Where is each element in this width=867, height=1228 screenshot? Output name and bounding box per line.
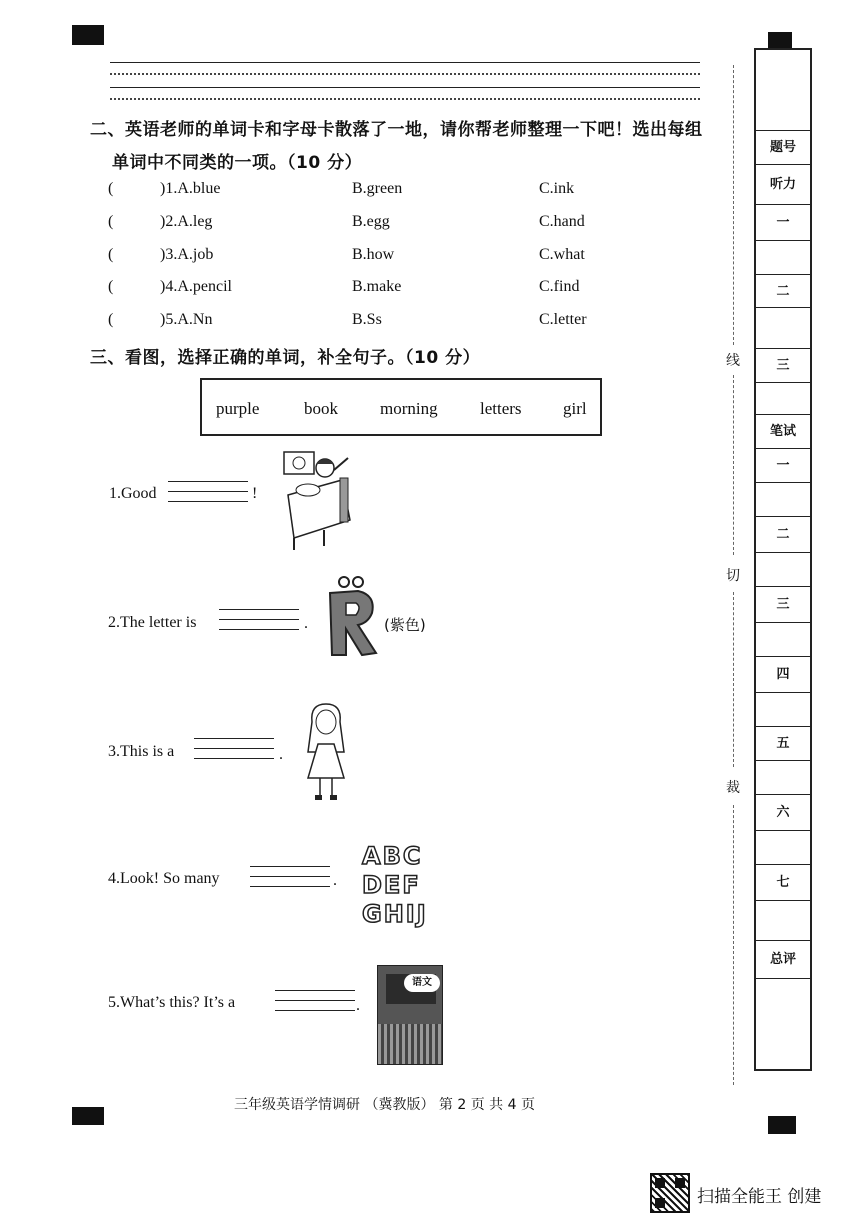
answer-paren[interactable]: ( <box>108 213 114 230</box>
option-a: )2.A.leg <box>160 213 213 230</box>
score-cell-blank[interactable] <box>756 482 810 516</box>
score-row-label: 笔试 <box>756 414 810 448</box>
score-row-label: 二 <box>756 274 810 307</box>
section3-title: 三、看图，选择正确的单词，补全句子。（10 分） <box>90 348 481 368</box>
score-row-label: 三 <box>756 348 810 382</box>
girl-image <box>300 700 352 804</box>
answer-line <box>110 62 700 63</box>
sentence-2-blank[interactable] <box>219 609 299 631</box>
cut-line <box>733 592 734 767</box>
answer-line-dotted <box>110 73 700 75</box>
letters-row: DEF <box>362 871 421 899</box>
score-row-label: 听力 <box>756 164 810 204</box>
letters-row: GHIJ <box>362 900 428 928</box>
score-row-label: 七 <box>756 864 810 900</box>
letter-r-image <box>322 575 382 657</box>
word-bank <box>200 378 602 436</box>
score-cell-blank[interactable] <box>756 622 810 656</box>
sentence-3-suffix: . <box>279 746 283 763</box>
registration-mark-bottom-right <box>768 1116 796 1134</box>
word-bank-item: letters <box>480 399 522 418</box>
answer-paren[interactable]: ( <box>108 180 114 197</box>
score-cell-blank[interactable] <box>756 900 810 940</box>
option-c: C.hand <box>539 213 585 230</box>
sentence-3-prefix: 3.This is a <box>108 743 175 760</box>
score-row-label: 一 <box>756 204 810 240</box>
answer-line-dotted <box>110 98 700 100</box>
cut-line <box>733 805 734 1085</box>
section2-title-line2: 单词中不同类的一项。（10 分） <box>112 153 363 173</box>
scanner-watermark: 扫描全能王 创建 <box>697 1187 822 1207</box>
score-row-label: 四 <box>756 656 810 692</box>
score-cell-blank[interactable] <box>756 978 810 1073</box>
score-cell-blank[interactable] <box>756 830 810 864</box>
word-bank-item: purple <box>216 399 260 418</box>
score-row-label: 一 <box>756 448 810 482</box>
letters-row: ABC <box>362 842 423 870</box>
book-cover-title: 语文 <box>404 974 440 992</box>
sentence-5-blank[interactable] <box>275 990 355 1012</box>
letters-image <box>362 842 438 929</box>
option-a: )5.A.Nn <box>160 311 213 328</box>
option-b: B.Ss <box>352 311 382 328</box>
cut-label-qie: 切 <box>726 568 740 584</box>
score-row-label: 六 <box>756 794 810 830</box>
option-b: B.green <box>352 180 403 197</box>
score-row-label: 总评 <box>756 940 810 978</box>
registration-mark-bottom-left <box>72 1107 104 1125</box>
sentence-1-blank[interactable] <box>168 481 248 503</box>
word-bank-item: morning <box>380 399 438 418</box>
option-c: C.find <box>539 278 580 295</box>
sentence-3-blank[interactable] <box>194 738 274 760</box>
option-c: C.ink <box>539 180 575 197</box>
cut-line <box>733 375 734 555</box>
option-c: C.letter <box>539 311 587 328</box>
page-footer: 三年级英语学情调研 （冀教版） 第 2 页 共 4 页 <box>234 1097 535 1113</box>
score-table <box>754 48 812 1071</box>
option-a: )3.A.job <box>160 246 214 263</box>
score-cell-blank[interactable] <box>756 382 810 414</box>
sentence-1-suffix: ! <box>252 485 258 502</box>
sentence-4-prefix: 4.Look! So many <box>108 870 220 887</box>
score-row-label: 五 <box>756 726 810 760</box>
cut-label-xian: 线 <box>726 353 740 369</box>
sentence-4-suffix: . <box>333 872 337 889</box>
option-c: C.what <box>539 246 585 263</box>
sentence-2-prefix: 2.The letter is <box>108 614 197 631</box>
option-b: B.egg <box>352 213 390 230</box>
girl-waking-in-bed-image <box>280 450 355 552</box>
score-cell-blank[interactable] <box>756 692 810 726</box>
registration-mark-top-left <box>72 25 104 45</box>
word-bank-item: book <box>304 399 338 418</box>
cut-label-cai: 裁 <box>726 780 740 796</box>
option-b: B.make <box>352 278 402 295</box>
cut-line <box>733 65 734 345</box>
book-image <box>377 965 443 1065</box>
sentence-2-suffix: . <box>304 615 308 632</box>
registration-mark-top-right <box>768 32 792 49</box>
answer-paren[interactable]: ( <box>108 246 114 263</box>
word-bank-item: girl <box>563 399 587 418</box>
sentence-4-blank[interactable] <box>250 866 330 888</box>
purple-hint: (紫色) <box>384 616 426 634</box>
score-row-label: 二 <box>756 516 810 552</box>
sentence-5-prefix: 5.What’s this? It’s a <box>108 994 236 1011</box>
answer-line <box>110 87 700 88</box>
sentence-1-prefix: 1.Good <box>109 485 157 502</box>
qr-code-icon <box>650 1173 690 1213</box>
sentence-5-suffix: . <box>356 997 360 1014</box>
option-b: B.how <box>352 246 395 263</box>
score-cell-blank[interactable] <box>756 760 810 794</box>
score-row-label: 三 <box>756 586 810 622</box>
section2-title-line1: 二、英语老师的单词卡和字母卡散落了一地，请你帮老师整理一下吧！选出每组 <box>90 120 703 140</box>
answer-paren[interactable]: ( <box>108 311 114 328</box>
answer-paren[interactable]: ( <box>108 278 114 295</box>
option-a: )4.A.pencil <box>160 278 232 295</box>
score-cell-blank[interactable] <box>756 307 810 348</box>
score-cell-blank[interactable] <box>756 552 810 586</box>
score-cell-blank[interactable] <box>756 240 810 274</box>
option-a: )1.A.blue <box>160 180 221 197</box>
score-row-label: 题号 <box>756 130 810 164</box>
